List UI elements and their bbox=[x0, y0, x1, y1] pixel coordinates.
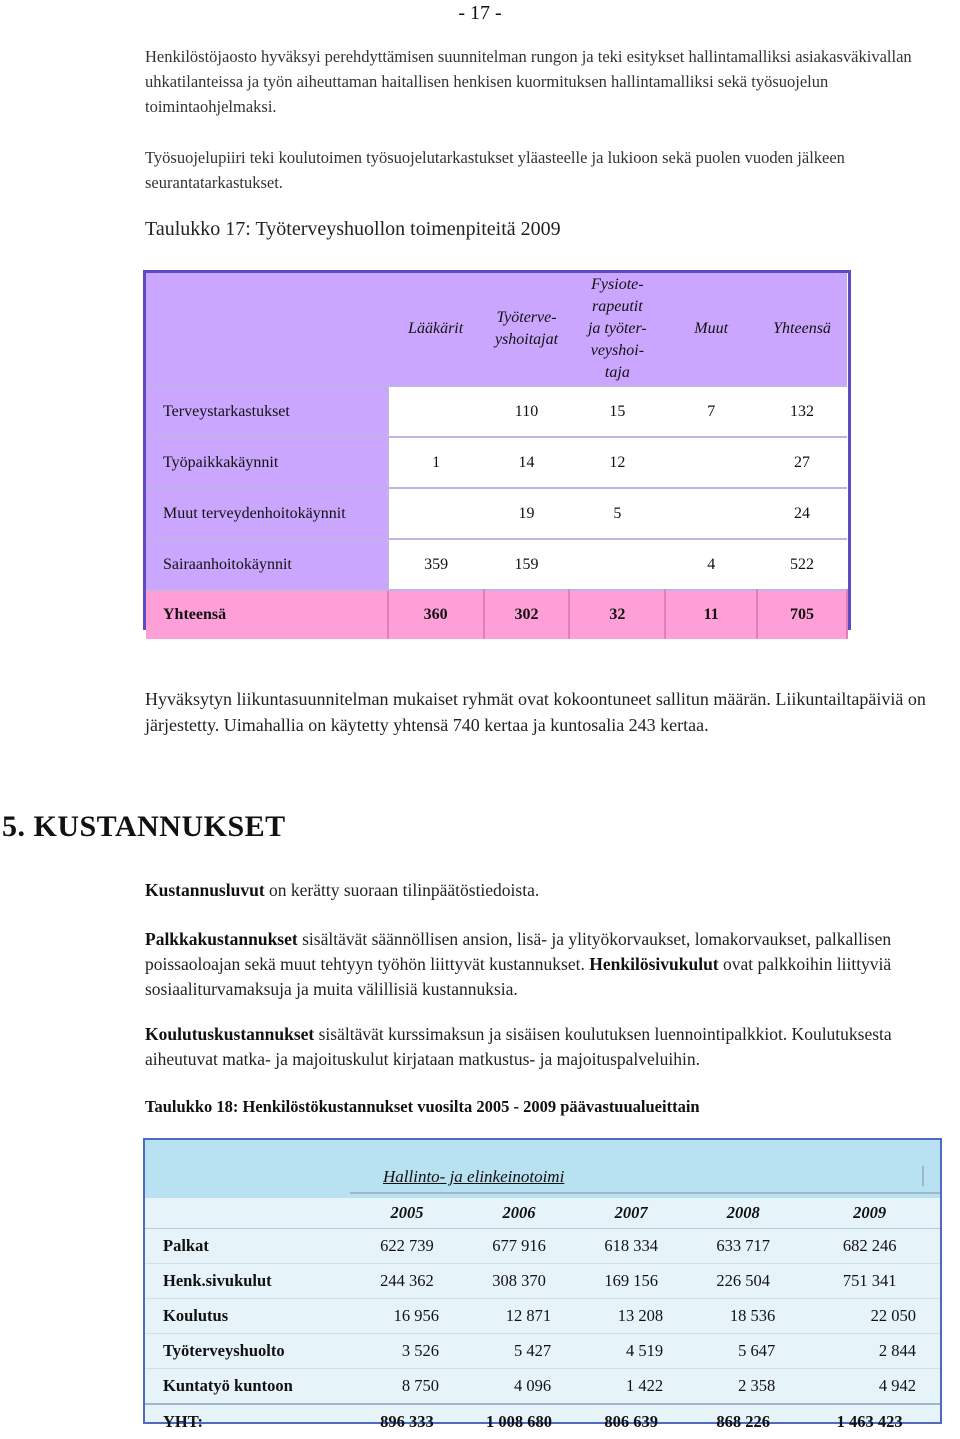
table-cell: 15 bbox=[569, 386, 665, 437]
table-row bbox=[146, 539, 847, 590]
table-cell bbox=[665, 488, 757, 539]
table-cell: 622 739 bbox=[351, 1229, 463, 1264]
table-cell: 8 750 bbox=[351, 1369, 463, 1405]
row-label: Palkat bbox=[145, 1229, 351, 1264]
exercise-paragraph: Hyväksytyn liikuntasuunnitelman mukaiset ryhmät ovat kokoontuneet sallitun määrän. Liikuntailtapäiviä on järjestetty. Uimahallia on käytetty yhtensä 740 kertaa ja kuntosalia 243 kertaa. bbox=[145, 689, 926, 735]
table-row bbox=[146, 386, 847, 437]
table17-header-cell: Lääkärit bbox=[388, 273, 484, 386]
row-label: Työterveyshuolto bbox=[145, 1334, 351, 1369]
table18-year-row bbox=[145, 1198, 940, 1229]
table-cell: 110 bbox=[484, 386, 570, 437]
table-cell: 1 422 bbox=[575, 1369, 687, 1405]
table-cell: 751 341 bbox=[799, 1264, 940, 1299]
intro-paragraph-1: Henkilöstöjaosto hyväksyi perehdyttämisen suunnitelman rungon ja teki esitykset hallintamalliksi asiakasväkivallan uhkatilanteissa ja työn aiheuttaman haitallisen henkisen kuormituksen hallintamalliksi sekä työsuojelun toimintaohjelmaksi. bbox=[145, 47, 912, 116]
row-label: Kuntatyö kuntoon bbox=[145, 1369, 351, 1405]
table17 bbox=[143, 270, 851, 630]
table-cell: 159 bbox=[484, 539, 570, 590]
table-cell: 4 519 bbox=[575, 1334, 687, 1369]
table-cell bbox=[388, 386, 484, 437]
table-cell: 13 208 bbox=[575, 1299, 687, 1334]
table-cell: 1 008 680 bbox=[463, 1404, 575, 1439]
year-header: 2008 bbox=[687, 1198, 799, 1229]
table17-header-cell: Muut bbox=[665, 273, 757, 386]
row-label: Yhteensä bbox=[146, 590, 388, 639]
year-header: 2007 bbox=[575, 1198, 687, 1229]
table-row bbox=[145, 1334, 940, 1369]
bold-term: Henkilösivukulut bbox=[589, 954, 719, 974]
table-cell: 522 bbox=[757, 539, 847, 590]
table-cell bbox=[388, 488, 484, 539]
table-cell: 22 050 bbox=[799, 1299, 940, 1334]
table-cell: 308 370 bbox=[463, 1264, 575, 1299]
bold-term: Koulutuskustannukset bbox=[145, 1024, 315, 1044]
year-header: 2006 bbox=[463, 1198, 575, 1229]
table-cell: 1 463 423 bbox=[799, 1404, 940, 1439]
year-header: 2009 bbox=[799, 1198, 940, 1229]
table-cell: 3 526 bbox=[351, 1334, 463, 1369]
row-label: Koulutus bbox=[145, 1299, 351, 1334]
table-row bbox=[146, 437, 847, 488]
table-cell: 4 942 bbox=[799, 1369, 940, 1405]
table-cell: 359 bbox=[388, 539, 484, 590]
table-cell: 132 bbox=[757, 386, 847, 437]
table18-total-row bbox=[145, 1404, 940, 1439]
row-label: YHT: bbox=[145, 1404, 351, 1439]
table-cell: 302 bbox=[484, 590, 570, 639]
costs-paragraph-2 bbox=[145, 927, 957, 1002]
table-cell: 2 358 bbox=[687, 1369, 799, 1405]
table-cell: 705 bbox=[757, 590, 847, 639]
year-header: 2005 bbox=[351, 1198, 463, 1229]
row-label: Sairaanhoitokäynnit bbox=[146, 539, 388, 590]
table18-group-label: Hallinto- ja elinkeinotoimi bbox=[383, 1167, 565, 1186]
table-cell: 360 bbox=[388, 590, 484, 639]
table-cell: 24 bbox=[757, 488, 847, 539]
table-row bbox=[145, 1264, 940, 1299]
table17-header-cell: Fysiote- rapeutit ja työter- veyshoi- taja bbox=[569, 273, 665, 386]
table-row bbox=[145, 1369, 940, 1405]
table-cell: 677 916 bbox=[463, 1229, 575, 1264]
table-cell: 12 871 bbox=[463, 1299, 575, 1334]
table-cell: 896 333 bbox=[351, 1404, 463, 1439]
paragraph-text: on kerätty suoraan tilinpäätöstiedoista. bbox=[264, 880, 540, 900]
table18 bbox=[143, 1138, 942, 1431]
table17-header-blank bbox=[146, 273, 388, 386]
table-cell: 7 bbox=[665, 386, 757, 437]
table-cell: 11 bbox=[665, 590, 757, 639]
row-label: Muut terveydenhoitokäynnit bbox=[146, 488, 388, 539]
paragraph-text: ovat palkkoihin liittyviä sosiaaliturvamaksuja ja muita välillisiä kustannuksia. bbox=[145, 954, 892, 999]
table-cell: 16 956 bbox=[351, 1299, 463, 1334]
table17-total-row bbox=[146, 590, 847, 639]
table-cell: 226 504 bbox=[687, 1264, 799, 1299]
table-cell: 5 bbox=[569, 488, 665, 539]
costs-paragraph-3 bbox=[145, 1022, 957, 1072]
table17-caption: Taulukko 17: Työterveyshuollon toimenpiteitä 2009 bbox=[145, 218, 561, 240]
table-cell: 2 844 bbox=[799, 1334, 940, 1369]
table-cell: 618 334 bbox=[575, 1229, 687, 1264]
table17-header-row bbox=[146, 273, 847, 386]
table-cell: 169 156 bbox=[575, 1264, 687, 1299]
table-cell: 5 427 bbox=[463, 1334, 575, 1369]
table-cell bbox=[569, 539, 665, 590]
row-label: Työpaikkakäynnit bbox=[146, 437, 388, 488]
section-heading: 5. KUSTANNUKSET bbox=[2, 810, 286, 843]
table-cell: 633 717 bbox=[687, 1229, 799, 1264]
intro-paragraph-2: Työsuojelupiiri teki koulutoimen työsuojelutarkastukset yläasteelle ja lukioon sekä puolen vuoden jälkeen seurantatarkastukset. bbox=[145, 148, 845, 192]
table-cell: 19 bbox=[484, 488, 570, 539]
table-cell bbox=[665, 437, 757, 488]
table17-header-cell: Yhteensä bbox=[757, 273, 847, 386]
paragraph-text: sisältävät kurssimaksun ja sisäisen koulutuksen luennointipalkkiot. Koulutuksesta aiheutuvat matka- ja majoituskulut kirjataan matkustus- ja majoituspalveluihin. bbox=[145, 1024, 892, 1069]
table-cell: 244 362 bbox=[351, 1264, 463, 1299]
table18-header-blank bbox=[145, 1198, 351, 1229]
paragraph-text: sisältävät säännöllisen ansion, lisä- ja ylityökorvaukset, lomakorvaukset, palkallisen poissaoloajan sekä muut tehtyyn työhön liittyvät kustannukset. bbox=[145, 929, 892, 974]
table17-header-cell: Työterve- yshoitajat bbox=[484, 273, 570, 386]
row-label: Terveystarkastukset bbox=[146, 386, 388, 437]
costs-paragraph-1 bbox=[145, 878, 957, 903]
bold-term: Kustannusluvut bbox=[145, 880, 265, 900]
table-cell: 27 bbox=[757, 437, 847, 488]
table-cell: 18 536 bbox=[687, 1299, 799, 1334]
table-cell: 32 bbox=[569, 590, 665, 639]
bold-term: Palkkakustannukset bbox=[145, 929, 298, 949]
divider bbox=[922, 1166, 924, 1186]
table-cell: 868 226 bbox=[687, 1404, 799, 1439]
table-row bbox=[145, 1229, 940, 1264]
table-row bbox=[145, 1299, 940, 1334]
divider bbox=[350, 1192, 940, 1194]
table-cell: 4 bbox=[665, 539, 757, 590]
table-row bbox=[146, 488, 847, 539]
table-cell: 682 246 bbox=[799, 1229, 940, 1264]
table-cell: 5 647 bbox=[687, 1334, 799, 1369]
table-cell: 806 639 bbox=[575, 1404, 687, 1439]
table-cell: 4 096 bbox=[463, 1369, 575, 1405]
table-cell: 1 bbox=[388, 437, 484, 488]
row-label: Henk.sivukulut bbox=[145, 1264, 351, 1299]
table18-caption: Taulukko 18: Henkilöstökustannukset vuosilta 2005 - 2009 päävastuualueittain bbox=[145, 1097, 700, 1116]
page-number: - 17 - bbox=[458, 2, 502, 24]
table-cell: 14 bbox=[484, 437, 570, 488]
table-cell: 12 bbox=[569, 437, 665, 488]
